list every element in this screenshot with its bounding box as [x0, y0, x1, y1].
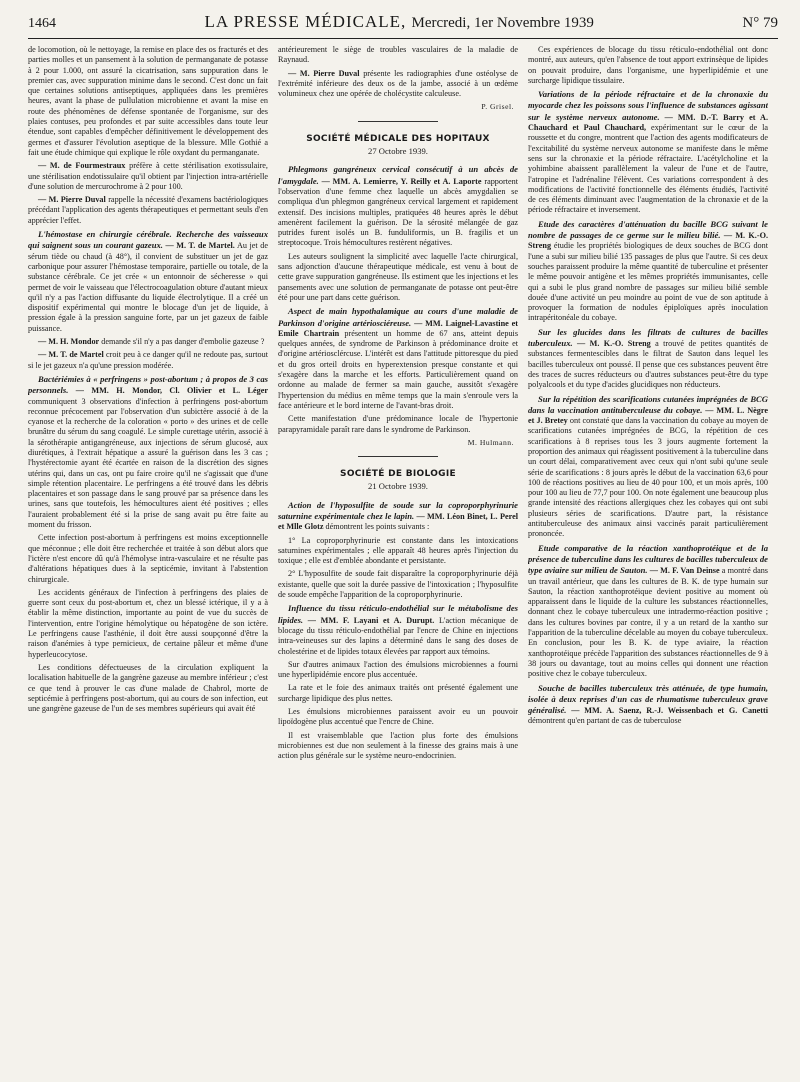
page-number: 1464	[28, 16, 56, 31]
paragraph-text: rappelle la nécessité d'examens bactériologiques précédant l'application des agents thérapeutiques et permettant seuls d'en apprécier l'effet.	[28, 195, 268, 225]
communication	[28, 374, 268, 530]
communication-body: étudie les propriétés biologiques de deux souches de BCG dont l'une a subi sur milieu bilié 135 passages de plus que l'autre. Si ces deux souches paraissent produire la même quantité de tuberculine et présenter le même pouvoir antigène et les mêmes propriétés immunisantes, celle qui a subi le plus grand nombre de passages sur milieu bilié semble douée d'une activité un peu moindre au point de vue de son aptitude à provoquer la formation de nodules épiploïques après inoculation intrapéritonéale du cobaye.	[528, 241, 768, 323]
communication-title: Action de l'hyposulfite de soude sur la coproporphyrinurie saturnine expérimentale chez le lapin.	[278, 499, 518, 521]
communication	[528, 683, 768, 727]
paragraph: Les auteurs soulignent la simplicité avec laquelle l'acte chirurgical, sans adjonction d'aucune thérapeutique médicale, est venu à bout de cette grave suppuration gangréneuse. Ils estiment que les injections et les pansements avec une solution de permanganate de potasse ont peut-être été pour une part dans cette guérison.	[278, 251, 518, 302]
communication-body: a trouvé de petites quantités de substances fermentescibles dans le filtrat de Sauton dans lequel les bacilles tuberculeux ont poussé. Il pense que ces substances peuvent être des traces de sucres réducteurs ou d'autres substances peut-être du type polyalcools et du type d'acides glucidiques non réducteurs.	[528, 339, 768, 390]
speaker-name: — M. T. de Martel	[38, 350, 104, 360]
communication	[28, 229, 268, 334]
author-names: — MM. A. Saenz, R.-J. Weissenbach et G. Canetti	[566, 706, 768, 716]
communication-body: démontrent les points suivants :	[323, 522, 430, 532]
communication	[528, 327, 768, 391]
paragraph: Cette infection post-abortum à perfringens est moins exceptionnelle que méconnue ; elle doit être recherchée et traitée à son début alors que l'ictère n'est encore dû qu'à l'hémolyse intra-vasculaire et ne résulte pas d'altérations hépatiques dues à la septicémie, invitant à l'abstention chirurgicale.	[28, 533, 268, 584]
communication-body: Au jet de sérum tiède ou chaud (à 48°), il convient de substituer un jet de gaz carbonique pour assurer l'hémostase temporaire, partielle ou totale, de la substance cérébrale. Ce jet crée « un entonnoir de sécheresse » qui permet de voir le vaisseau que l'électrocoagulation obture d'autant mieux qu'il n'y a pas l'action diffusante du liquide électrolytique. Il a créé un dispositif expérimental qui montre le blocage d'un jet de liquide, à pression égale à la pression sanguine forte, par un jet gazeux de faible puissance.	[28, 241, 268, 333]
paragraph: Sur d'autres animaux l'action des émulsions microbiennes a fourni une hyperlipidémie encore plus accentuée.	[278, 659, 518, 680]
paragraph	[28, 195, 268, 226]
communication-title: Phlegmons gangréneux cervical consécutif à un abcès de l'amygdale.	[278, 164, 518, 186]
paragraph	[28, 161, 268, 192]
section-heading: SOCIÉTÉ MÉDICALE DES HOPITAUX	[306, 133, 490, 144]
communication-title: Sur les glucides dans les filtrats de cultures de bacilles tuberculeux.	[528, 326, 768, 349]
communication-body: communiquent 3 observations d'infection à perfringens post-abortum reconnue précocement par l'observation d'un subictère associé à de la cyanose et la recherche de la coloration « porto » des urines et de celle brunâtre du sérum du sang coagulé. Le simple curettage utérin, associé à la sérothérapie antigangréneuse, aux injections de sérum glucosé, aux diurétiques, à l'extrait hépatique a assuré la guérison dans les 3 cas ; l'hystérectomie ayant été écartée en raison de la discrétion des signes utérins qui, dans un cas, ont pu faire croire qu'il ne s'agissait que d'une simple rétention placentaire. Le perfringens a été trouvé dans les débris placentaires et son passage dans le sang prouvé par sa présence dans les urines, sans que toutefois, les hémocultures aient été positives ; elles l'auraient probablement été si la prise de sang avait pu être faite au moment du frisson.	[28, 396, 268, 530]
column-2	[278, 45, 518, 1080]
communication-body: L'action mécanique de blocage du tissu réticulo-endothélial par l'encre de Chine en injections intra-veineuses sur des lapins a déterminé dans le sang des doses de cholestérine et de lipides totaux élevées par rapport aux témoins.	[278, 615, 518, 656]
communication-body: présentent un homme de 67 ans, atteint depuis quelques années, de syndrome de Parkinson à prédominance droite et d'origine artériosclércuse. L'intérêt est dans l'attitude pittoresque du pied et du gros orteil droits en hyperextension presque constante et qui s'exagère dans la marche et les efforts. Particulièrement quand on ordonne au malade de fermer sa main gauche, aussitôt s'exagère l'hypertension du médius en même temps que la main s'enroule vers la face antérieure et le bord interne de l'avant-bras droit.	[278, 328, 518, 410]
journal-name: LA PRESSE MÉDICALE,	[204, 12, 407, 31]
communication	[278, 500, 518, 533]
paragraph-text: présente les radiographies d'une ostéolyse de l'extrémité inférieure des deux os de la jambe, associé à un œdème volumineux chez une opérée de cholécystite calculeuse.	[278, 68, 518, 99]
column-3	[528, 45, 768, 1080]
paragraph: antérieurement le siège de troubles vasculaires de la maladie de Raynaud.	[278, 45, 518, 65]
author-names: — MM. F. Layani et A. Durupt.	[303, 615, 435, 625]
communication-body: a montré dans un travail antérieur, que dans les cultures de B. K. de type humain sur Sauton, la réaction xanthoprotéique devient positive au moment où apparaissent dans le liquide de la culture les substances réactionnelles, donnant chez le cobaye tuberculeux une intradermo-réaction positive ; dans les cultures bovines par contre, il y a un retard de la xantho sur l'apparition de la tuberculine décelable au moyen du cobaye tuberculeux. En conclusion, pour les B. K. de type aviaire, la réaction xanthoprotéique précède l'apparition des substances réactionnelles de 9 à 38 jours ou davantage, tout au moins celles qui donnent une réaction positive chez le cobaye tuberculeux.	[528, 566, 768, 679]
author-names: — M. K.-O. Streng	[572, 339, 651, 349]
author-names: — M. F. Van Deinse	[647, 566, 720, 576]
section-heading: SOCIÉTÉ DE BIOLOGIE	[340, 469, 456, 480]
paragraph: La rate et le foie des animaux traités ont présenté également une surcharge lipidique des plus nettes.	[278, 683, 518, 703]
communication-title: Sur la répétition des scarifications cutanées imprégnées de BCG dans la vaccination antituberculeuse du cobaye.	[528, 393, 768, 415]
speaker-name: — M. Pierre Duval	[288, 68, 360, 78]
author-names: — M. K.-O. Streng	[528, 231, 768, 251]
signature: M. Hulmann.	[467, 437, 514, 447]
communication-title: Souche de bacilles tuberculeux très atténuée, de type humain, isolée à deux reprises d'un cas de rhumatisme tuberculeux grave généralisé.	[528, 682, 768, 716]
column-1	[28, 45, 268, 1080]
paragraph: Cette manifestation d'une prédominance locale de l'hypertonie parapyramidale paraît rare dans le syndrome de Parkinson.	[278, 414, 518, 434]
communication	[528, 543, 768, 680]
communication-title: Etude des caractères d'atténuation du bacille BCG suivant le nombre de passages de ce germe sur le milieu bilié.	[528, 218, 768, 241]
journal-title	[204, 12, 593, 32]
paragraph: Il est vraisemblable que l'action plus forte des émulsions microbiennes est due non seulement à la finesse des grains mais à une action plus générale sur le système neuro-endocrinien.	[278, 730, 518, 761]
paragraph: Les conditions défectueuses de la circulation expliquent la localisation habituelle de la gangrène gazeuse au membre inférieur ; c'est ce que tend à prouver le cas d'une malade de Chabrol, morte de septicémie à perfringens post-abortum, qui au cours de son infection, eut une gangrène gazeuse de l'un de ses membres supérieurs qui avait été	[28, 662, 268, 714]
author-names: — MM. H. Mondor, Cl. Olivier et L. Léger	[68, 386, 268, 396]
communication	[278, 603, 518, 656]
communication-body: démontrent qu'en partant de cas de tuberculose	[528, 716, 682, 726]
communication-title: Bactériémies à « perfringens » post-abortum ; à propos de 3 cas personnels.	[28, 373, 268, 396]
speaker-name: — M. de Fourmestraux	[38, 161, 126, 171]
paragraph-text: préfère à cette stérilisation exotissulaire, une stérilisation endotissulaire qu'il obtient par l'injection intra-artérielle d'une solution de mercurochrome à 2 pour 100.	[28, 161, 268, 191]
paragraph: 2° L'hyposulfite de soude fait disparaître la coproporphyrinurie déjà existante, quelle que soit la durée passive de l'intoxication ; l'hyposulfite de soude empêche l'apparition de la coproporphyrinurie.	[278, 569, 518, 600]
communication-body: ont constaté que dans la vaccination du cobaye au moyen de scarifications cutanées imprégnées de BCG, la répétition de ces scarifications à 8 reprises tous les 3 jours augmente fortement la proportion des animaux qui réagissent positivement à la tuberculine dans un court délai, comparativement avec ceux qui n'ont subi qu'une seule série de scarifications : 8 jours après le début de la vaccination 63,6 pour 100 de réactions positives au lieu de 40 pour 100, et un mois après, 100 pour 100 au lieu de 77,7 pour 100. On note également une beaucoup plus grande intensité des réactions allergiques chez les cobayes qui ont subi plusieurs séries de scarifications. D'autre part, la résistance antituberculeuse des animaux ainsi vaccinés parait particulièrement prononcée.	[528, 416, 768, 539]
paragraph: Les accidents généraux de l'infection à perfringens des plaies de guerre sont ceux du post-abortum et, chez un blessé ictérique, il y a à établir la même distinction, importante au point de vue du succès de l'intervention, entre l'origine hémolytique ou hépatogène de son ictère. Le perfringens cause l'asthénie, il doit être aussi soupçonné d'être la raison d'anémies à type pernicieux, de certaine pâleur et même d'une hyperleucocytose.	[28, 587, 268, 659]
section-rule	[358, 456, 438, 457]
author-names: — MM. A. Lemierre, Y. Reilly et A. Laporte	[318, 176, 482, 186]
communication	[278, 306, 518, 411]
communication-title: Aspect de main hypothalamique au cours d'une maladie de Parkinson d'origine artériosciéreuse.	[278, 306, 518, 328]
paragraph: Ces expériences de blocage du tissu réticulo-endothélial ont donc montré, aux auteurs, qu'en l'absence de tout apport extrinsèque de lipides on pouvait produire, dans l'organisme, une hyperlipidémie et une surcharge lipidique tissulaire.	[528, 45, 768, 85]
paragraph	[28, 337, 268, 347]
section-rule	[358, 121, 438, 122]
section-date: 27 Octobre 1939.	[368, 146, 428, 157]
paragraph	[278, 69, 518, 100]
communication-title: Variations de la période réfractaire et de la chronaxie du myocarde chez les poissons sous l'influence de substances agissant sur le système nerveux autonome.	[528, 89, 768, 122]
paragraph	[28, 350, 268, 371]
signature: P. Grisel.	[481, 102, 514, 112]
communication-title: L'hémostase en chirurgie cérébrale. Recherche des vaisseaux qui saignent sous un courant gazeux.	[28, 229, 268, 251]
issue-date: Mercredi, 1er Novembre 1939	[411, 15, 594, 31]
paragraph-text: demande s'il n'y a pas danger d'embolie gazeuse ?	[99, 337, 265, 347]
paragraph: 1° La coproporphyrinurie est constante dans les intoxications saturnines expérimentales ; elle apparaît 48 heures après l'injection du toxique ; elle est d'emblée abondante et persistante.	[278, 535, 518, 566]
header-rule	[28, 38, 778, 39]
communication-body: rapportent l'observation d'une femme chez laquelle un abcès amygdalien se compliqua d'un phlegmon gangréneux cervical largement et rapidement extensif. Des incisions multiples, pratiquées 48 heures après le début amenèrent facilement la guérison. De la sérosité mélangée de gaz putrides furent isolés un B. funduliformis, un B. fragilis et un streptocoque. Trois hémocultures restèrent négatives.	[278, 176, 518, 248]
author-names: — MM. L. Nègre et J. Bretey	[528, 405, 768, 426]
communication-body: expérimentant sur le cœur de la roussette et du congre, montrent que l'action des agents modificateurs de l'excitabilité du système nerveux autonome se manifeste dans le même sens sur la chronaxie et la période réfractaire. L'acétylcholine et la yohimbine abaissent parallèlement la valeur de l'une et de l'autre, l'atropine et l'adrénaline l'élèvent. Ces variations correspondent à des modifications de l'activité fonctionnelle des éléments étudiés, l'activité de ces éléments diminuant avec l'augmentation de la chronaxie et de la période réfractaire et inversement.	[528, 123, 768, 215]
communication-title: Etude comparative de la réaction xanthoprotéique et de la présence de tuberculine dans les cultures de bacilles tuberculeux de type aviaire sur milieu de Sauton.	[528, 542, 768, 576]
issue-number: N° 79	[742, 15, 778, 31]
communication-title: Influence du tissu réticulo-endothélial sur le métabolisme des lipides.	[278, 603, 518, 625]
speaker-name: — M. H. Mondor	[38, 337, 100, 347]
communication	[528, 394, 768, 540]
author-names: — MM. D.-T. Barry et A. Chauchard et Paul Chauchard,	[528, 112, 768, 133]
author-names: — MM. Léon Binet, L. Perel et Mlle Glotz	[278, 511, 518, 532]
section-date: 21 Octobre 1939.	[368, 481, 428, 492]
paragraph: Les émulsions microbiennes paraissent avoir eu un pouvoir lipoïdogène plus accentué que l'encre de Chine.	[278, 707, 518, 727]
communication	[528, 219, 768, 324]
communication	[528, 89, 768, 216]
speaker-name: — M. Pierre Duval	[38, 195, 106, 205]
paragraph: de locomotion, où le nettoyage, la remise en place des os fracturés et des parties molles et un pansement à la solution de permanganate de potasse à 2 pour 1.000, ont assuré la cicatrisation, sans suppuration dans le premier cas, avec suppuration minime dans le second. C'est donc un fait que certaines solutions antiseptiques, appliquées dans les premières heures, avant la phase de pullulation microbienne et avant la mise en route des phénomènes de défense spontanée de l'organisme, sur des plaies contuses, peu profondes et par suite accessibles dans toute leur étendue, sont capables d'empêcher définitivement le développement des germes et d'assurer l'évolution aseptique de la blessure. Mlle Gothié a fait une étude chimique qui explique le rôle oxydant du permanganate.	[28, 45, 268, 157]
paragraph-text: croit peu à ce danger qu'il ne redoute pas, surtout si le jet gazeux n'a qu'une pression modérée.	[28, 350, 268, 370]
communication	[278, 164, 518, 248]
article-columns	[28, 45, 778, 1080]
running-header	[28, 12, 778, 36]
author-names: — M. T. de Martel.	[162, 241, 235, 251]
author-names: — MM. Laignel-Lavastine et Emile Chartrain	[278, 318, 518, 338]
